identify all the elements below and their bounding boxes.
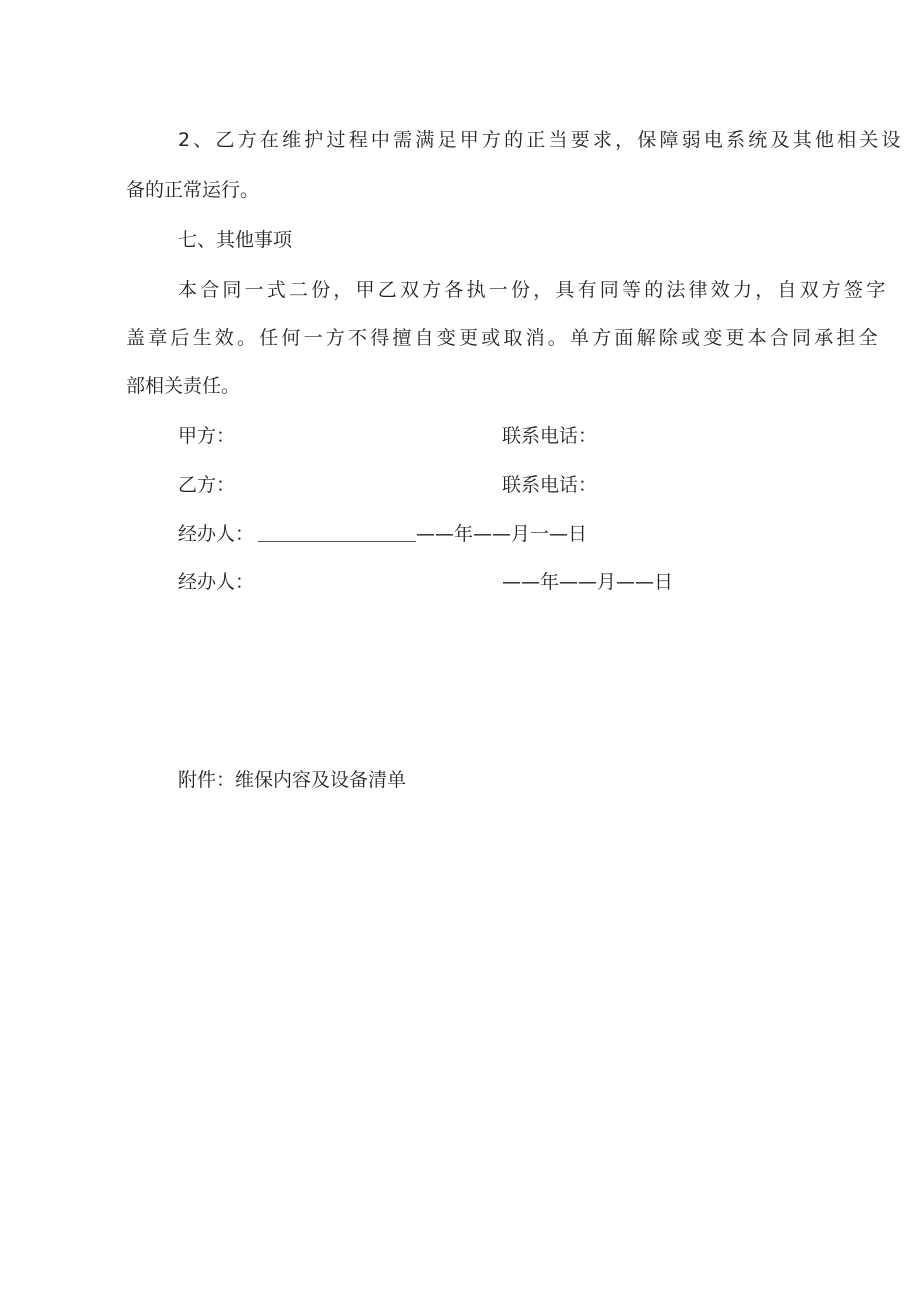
handler2-label: 经办人： (178, 571, 255, 593)
party-b-phone-label: 联系电话： (502, 474, 598, 496)
party-b-label: 乙方： (178, 474, 236, 496)
clause7-para-line3: 部相关责任。 (126, 375, 241, 397)
clause7-heading: 七、其他事项 (178, 229, 293, 251)
clause7-para-line2: 盖章后生效。任何一方不得擅自变更或取消。单方面解除或变更本合同承担全 (126, 327, 881, 349)
clause6-item2-line1: 2、乙方在维护过程中需满足甲方的正当要求，保障弱电系统及其他相关设 (178, 129, 904, 151)
clause7-para-line1: 本合同一式二份，甲乙双方各执一份，具有同等的法律效力，自双方签字 (178, 279, 889, 301)
handler2-date: ——年——月——日 (502, 571, 674, 593)
handler1-row (178, 521, 587, 546)
party-a-label: 甲方： (178, 425, 236, 447)
handler1-date: ——年——月一—日 (416, 523, 588, 545)
handler1-label: 经办人： (178, 523, 255, 545)
party-a-phone-label: 联系电话： (502, 425, 598, 447)
clause6-item2-line2: 备的正常运行。 (126, 179, 260, 201)
attachment-note: 附件：维保内容及设备清单 (178, 769, 407, 791)
handler1-signature-blank (258, 521, 416, 542)
